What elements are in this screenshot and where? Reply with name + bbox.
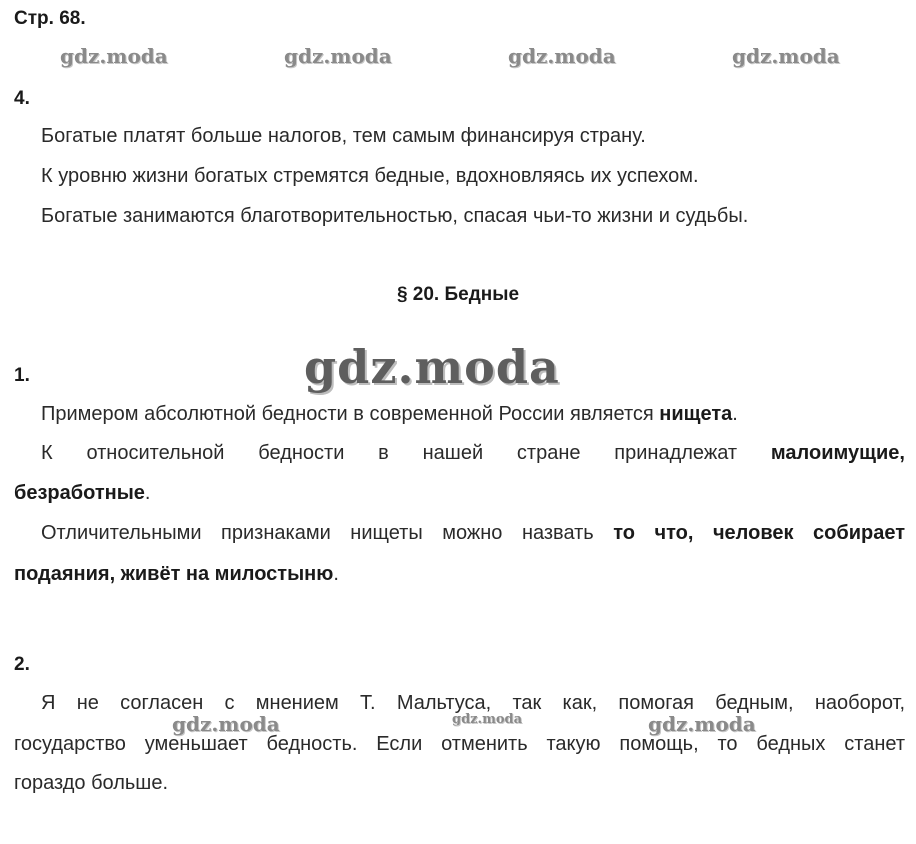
answer-bold: подаяния, живёт на милостыню (14, 563, 334, 585)
answer-text: К относительной бедности в нашей стране принадлежат (41, 442, 771, 464)
question-number-1: 1. (14, 365, 30, 386)
answer-bold: малоимущие, (770, 442, 905, 464)
question-number-2: 2. (14, 654, 30, 675)
question-number-4: 4. (14, 88, 30, 109)
answer-paragraph-3 (41, 521, 905, 545)
answer-line: Богатые занимаются благотворительностью, спасая чьи-то жизни и судьбы. (41, 205, 749, 227)
answer-line: К уровню жизни богатых стремятся бедные, вдохновляясь их успехом. (41, 165, 699, 187)
answer-text: Отличительными признаками нищеты можно назвать (41, 522, 614, 544)
answer-line: государство уменьшает бедность. Если отменить такую помощь, то бедных станет (14, 733, 905, 755)
answer-text: Примером абсолютной бедности в современной России является (41, 403, 660, 425)
watermark: gdz.moda (648, 712, 756, 736)
answer-text: . (732, 403, 738, 425)
answer-line: Я не согласен с мнением Т. Мальтуса, так как, помогая бедным, наоборот, (41, 692, 905, 714)
answer-line: Богатые платят больше налогов, тем самым финансируя страну. (41, 125, 646, 147)
watermark: gdz.moda (732, 44, 840, 68)
answer-bold: то что, человек собирает (613, 522, 906, 544)
answer-paragraph-2-cont (14, 481, 150, 505)
answer-paragraph-1 (41, 402, 738, 426)
answer-bold: безработные (14, 482, 145, 504)
watermark: gdz.moda (508, 44, 616, 68)
answer-text: . (333, 563, 339, 585)
answer-paragraph-3-cont (14, 562, 339, 586)
answer-paragraph-2 (41, 441, 905, 465)
answer-line: гораздо больше. (14, 772, 169, 794)
watermark: gdz.moda (284, 44, 392, 68)
watermark: gdz.moda (452, 712, 523, 727)
section-title: § 20. Бедные (396, 284, 520, 305)
watermark-large: gdz.moda (304, 340, 560, 394)
watermark: gdz.moda (60, 44, 168, 68)
watermark: gdz.moda (172, 712, 280, 736)
page-reference: Стр. 68. (14, 8, 86, 29)
answer-bold: нищета (659, 403, 733, 425)
answer-text: . (144, 482, 151, 504)
